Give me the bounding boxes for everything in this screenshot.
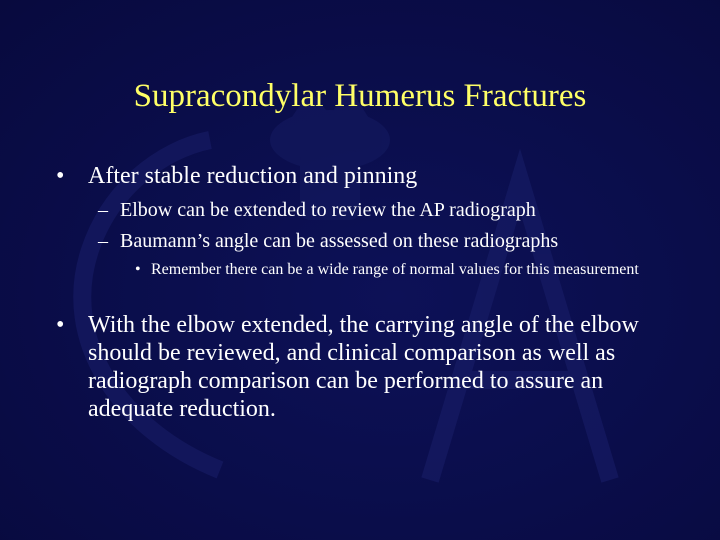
bullet-dot-icon: • bbox=[56, 163, 65, 189]
bullet-level2-item bbox=[98, 226, 678, 256]
bullet-level1-item bbox=[56, 311, 676, 423]
bullet-dash-icon: – bbox=[98, 230, 108, 252]
bullet-text: After stable reduction and pinning bbox=[88, 163, 418, 189]
bullet-level1-item bbox=[56, 162, 696, 190]
bullet-text: Remember there can be a wide range of normal values for this measurement bbox=[151, 261, 639, 278]
bullet-text: Elbow can be extended to review the AP radiograph bbox=[120, 199, 536, 221]
bullet-level3-item bbox=[135, 260, 685, 280]
bullet-dot-icon: • bbox=[56, 312, 65, 338]
bullet-text: With the elbow extended, the carrying angle of the elbow should be reviewed, and clinical comparison as well as radiograph comparison can be performed to assure an adequate reduction. bbox=[88, 312, 639, 422]
bullet-dot-icon: • bbox=[135, 261, 141, 278]
bullet-dash-icon: – bbox=[98, 199, 108, 221]
bullet-level2-item bbox=[98, 195, 678, 225]
bullet-text: Baumann’s angle can be assessed on these radiographs bbox=[120, 230, 559, 252]
slide-title: Supracondylar Humerus Fractures bbox=[133, 78, 587, 114]
